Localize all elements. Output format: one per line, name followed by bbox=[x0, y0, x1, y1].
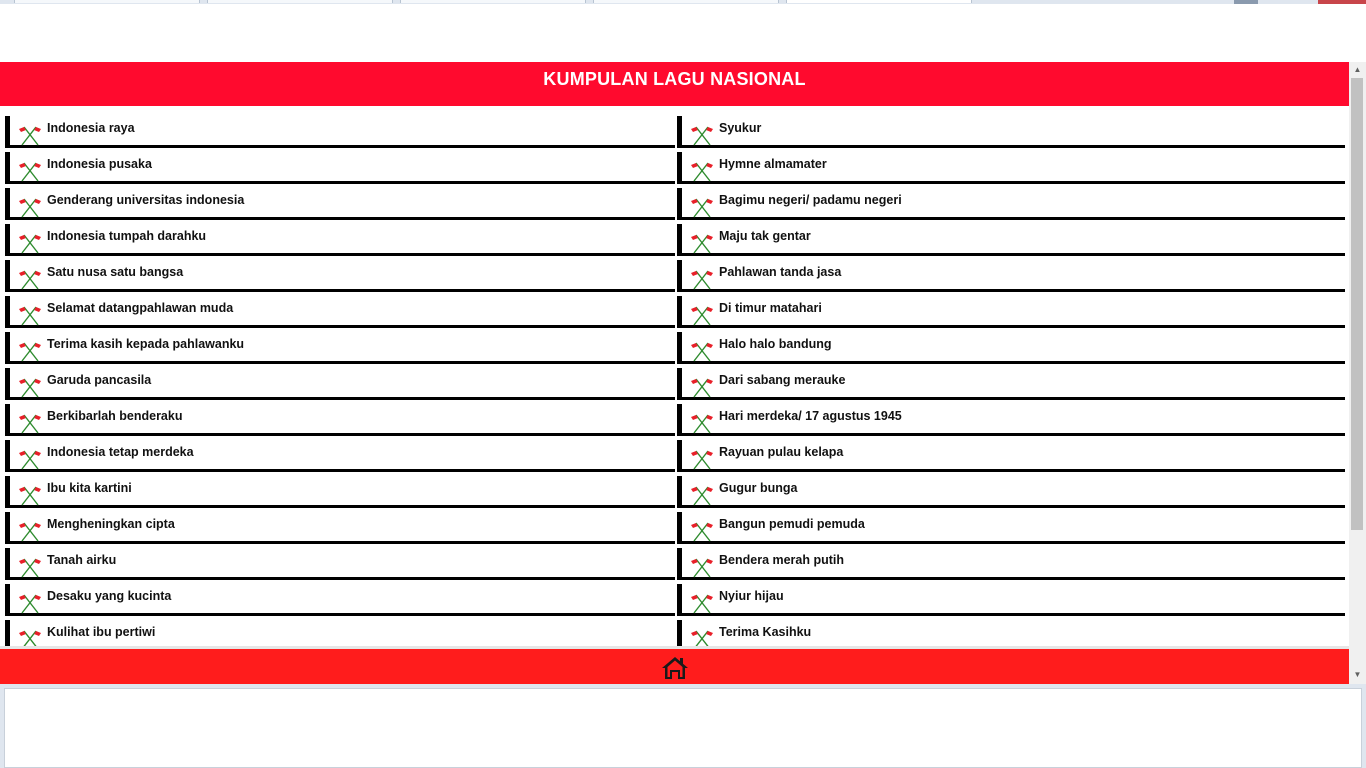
song-list-item[interactable] bbox=[5, 476, 675, 508]
crossed-flags-icon bbox=[18, 484, 42, 506]
song-list-item[interactable] bbox=[677, 152, 1345, 184]
song-title: Dari sabang merauke bbox=[719, 373, 846, 387]
scroll-up-arrow-icon[interactable]: ▲ bbox=[1353, 65, 1362, 74]
crossed-flags-icon bbox=[18, 448, 42, 470]
crossed-flags-icon bbox=[18, 160, 42, 182]
browser-tab-active[interactable] bbox=[786, 0, 972, 3]
crossed-flags-icon bbox=[690, 628, 714, 646]
crossed-flags-icon bbox=[690, 412, 714, 434]
song-title: Indonesia raya bbox=[47, 121, 135, 135]
song-list-item[interactable] bbox=[5, 332, 675, 364]
song-title: Genderang universitas indonesia bbox=[47, 193, 245, 207]
scrollbar-thumb[interactable] bbox=[1351, 78, 1363, 530]
crossed-flags-icon bbox=[690, 124, 714, 146]
crossed-flags-icon bbox=[690, 376, 714, 398]
song-title: Berkibarlah benderaku bbox=[47, 409, 183, 423]
song-title: Syukur bbox=[719, 121, 762, 135]
song-title: Rayuan pulau kelapa bbox=[719, 445, 844, 459]
crossed-flags-icon bbox=[690, 160, 714, 182]
vertical-scrollbar[interactable] bbox=[1349, 62, 1366, 684]
song-title: Terima kasih kepada pahlawanku bbox=[47, 337, 245, 351]
crossed-flags-icon bbox=[690, 484, 714, 506]
song-title: Terima Kasihku bbox=[719, 625, 812, 639]
song-list[interactable] bbox=[0, 106, 1349, 646]
crossed-flags-icon bbox=[18, 340, 42, 362]
song-list-item[interactable] bbox=[677, 332, 1345, 364]
song-list-item[interactable] bbox=[5, 224, 675, 256]
song-title: Pahlawan tanda jasa bbox=[719, 265, 842, 279]
crossed-flags-icon bbox=[690, 196, 714, 218]
crossed-flags-icon bbox=[690, 340, 714, 362]
song-title: Di timur matahari bbox=[719, 301, 822, 315]
song-list-item[interactable] bbox=[677, 224, 1345, 256]
crossed-flags-icon bbox=[690, 520, 714, 542]
song-list-right-column bbox=[677, 116, 1345, 646]
song-list-item[interactable] bbox=[677, 584, 1345, 616]
browser-tab[interactable] bbox=[400, 0, 586, 3]
crossed-flags-icon bbox=[690, 268, 714, 290]
song-list-item[interactable] bbox=[677, 440, 1345, 472]
window-minimize-button[interactable] bbox=[1234, 0, 1258, 4]
song-list-item[interactable] bbox=[677, 368, 1345, 400]
crossed-flags-icon bbox=[18, 412, 42, 434]
crossed-flags-icon bbox=[18, 124, 42, 146]
song-title: Satu nusa satu bangsa bbox=[47, 265, 184, 279]
song-title: Halo halo bandung bbox=[719, 337, 832, 351]
crossed-flags-icon bbox=[18, 520, 42, 542]
song-list-item[interactable] bbox=[5, 116, 675, 148]
home-icon[interactable] bbox=[661, 655, 689, 681]
song-list-item[interactable] bbox=[5, 440, 675, 472]
song-title: Desaku yang kucinta bbox=[47, 589, 172, 603]
crossed-flags-icon bbox=[690, 556, 714, 578]
browser-tab-strip bbox=[0, 0, 1366, 4]
crossed-flags-icon bbox=[18, 556, 42, 578]
song-list-item[interactable] bbox=[677, 116, 1345, 148]
song-list-item[interactable] bbox=[5, 260, 675, 292]
song-list-item[interactable] bbox=[5, 512, 675, 544]
bottom-panel-area bbox=[0, 684, 1366, 768]
scroll-down-arrow-icon[interactable]: ▼ bbox=[1353, 670, 1362, 679]
footer-bar bbox=[0, 646, 1349, 684]
song-title: Maju tak gentar bbox=[719, 229, 811, 243]
song-list-item[interactable] bbox=[677, 620, 1345, 646]
song-list-item[interactable] bbox=[5, 368, 675, 400]
song-list-item[interactable] bbox=[677, 260, 1345, 292]
song-list-item[interactable] bbox=[677, 476, 1345, 508]
bottom-panel bbox=[4, 688, 1362, 768]
song-list-item[interactable] bbox=[677, 296, 1345, 328]
song-list-item[interactable] bbox=[5, 548, 675, 580]
song-title: Indonesia tetap merdeka bbox=[47, 445, 194, 459]
crossed-flags-icon bbox=[18, 268, 42, 290]
crossed-flags-icon bbox=[18, 628, 42, 646]
song-title: Bangun pemudi pemuda bbox=[719, 517, 865, 531]
song-title: Indonesia pusaka bbox=[47, 157, 152, 171]
crossed-flags-icon bbox=[18, 376, 42, 398]
song-title: Bagimu negeri/ padamu negeri bbox=[719, 193, 902, 207]
crossed-flags-icon bbox=[690, 448, 714, 470]
song-title: Kulihat ibu pertiwi bbox=[47, 625, 156, 639]
crossed-flags-icon bbox=[690, 592, 714, 614]
crossed-flags-icon bbox=[690, 232, 714, 254]
crossed-flags-icon bbox=[18, 592, 42, 614]
crossed-flags-icon bbox=[690, 304, 714, 326]
song-list-item[interactable] bbox=[677, 548, 1345, 580]
song-list-left-column bbox=[5, 116, 675, 646]
song-list-item[interactable] bbox=[677, 512, 1345, 544]
song-title: Bendera merah putih bbox=[719, 553, 845, 567]
song-title: Mengheningkan cipta bbox=[47, 517, 175, 531]
song-title: Garuda pancasila bbox=[47, 373, 152, 387]
page-header bbox=[0, 62, 1349, 106]
song-title: Tanah airku bbox=[47, 553, 117, 567]
browser-tab[interactable] bbox=[14, 0, 200, 3]
song-title: Indonesia tumpah darahku bbox=[47, 229, 207, 243]
crossed-flags-icon bbox=[18, 232, 42, 254]
song-title: Hymne almamater bbox=[719, 157, 827, 171]
song-title: Gugur bunga bbox=[719, 481, 798, 495]
browser-tab[interactable] bbox=[207, 0, 393, 3]
page-title: KUMPULAN LAGU NASIONAL bbox=[543, 69, 806, 89]
song-list-item[interactable] bbox=[5, 152, 675, 184]
crossed-flags-icon bbox=[18, 304, 42, 326]
song-list-item[interactable] bbox=[5, 584, 675, 616]
browser-tab[interactable] bbox=[593, 0, 779, 3]
song-list-item[interactable] bbox=[5, 620, 675, 646]
song-list-item[interactable] bbox=[5, 296, 675, 328]
song-title: Ibu kita kartini bbox=[47, 481, 132, 495]
window-close-button[interactable] bbox=[1318, 0, 1366, 4]
song-title: Hari merdeka/ 17 agustus 1945 bbox=[719, 409, 902, 423]
song-list-item[interactable] bbox=[677, 188, 1345, 220]
song-list-item[interactable] bbox=[5, 404, 675, 436]
song-list-item[interactable] bbox=[5, 188, 675, 220]
song-list-item[interactable] bbox=[677, 404, 1345, 436]
song-title: Selamat datangpahlawan muda bbox=[47, 301, 234, 315]
song-title: Nyiur hijau bbox=[719, 589, 784, 603]
crossed-flags-icon bbox=[18, 196, 42, 218]
